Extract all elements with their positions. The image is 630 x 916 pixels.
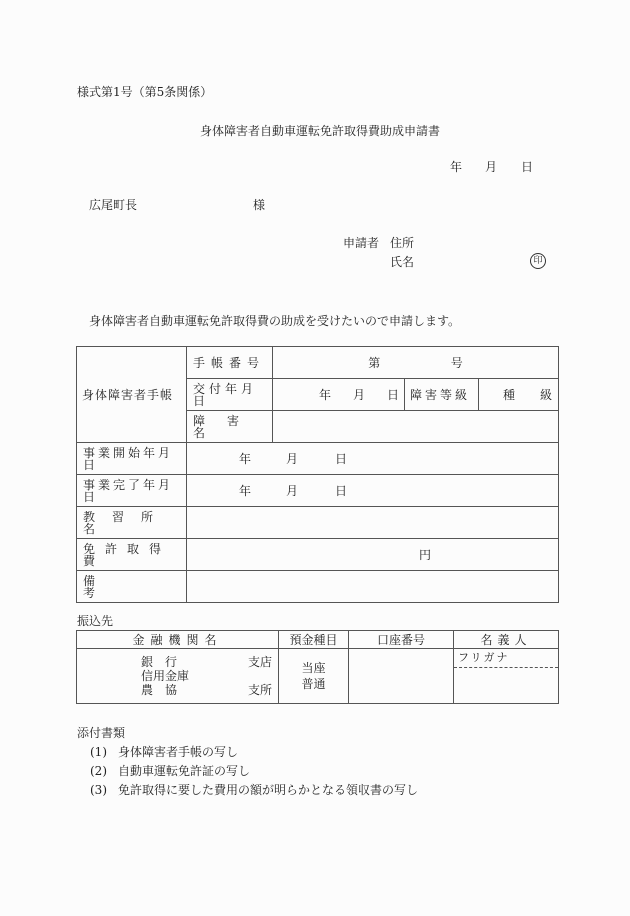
header-deposit-type: 預金種目 <box>279 631 349 649</box>
deposit-type-field[interactable] <box>279 649 349 704</box>
attachment-text: 身体障害者手帳の写し <box>118 745 239 759</box>
furigana-label: フリガナ <box>458 651 510 664</box>
attachments-heading: 添付書類 <box>77 726 126 740</box>
header-account-holder: 名義人 <box>454 631 559 649</box>
header-bank-name: 金融機関名 <box>77 631 279 649</box>
addressee-honorific: 様 <box>253 198 266 212</box>
yen-unit: 円 <box>419 547 432 562</box>
address-label: 住所 <box>390 236 415 250</box>
form-number: 様式第1号（第5条関係） <box>77 85 213 99</box>
remarks-label-cell: 備考 <box>77 571 187 603</box>
issue-date-label-cell: 交付年月日 <box>187 379 273 411</box>
attachment-num: (1) <box>90 745 107 759</box>
bank-option-bank: 銀 行 支店 <box>141 655 272 669</box>
handbook-number-prefix: 第 <box>368 355 381 370</box>
start-date-label-cell: 事業開始年月日 <box>77 443 187 475</box>
grade-label-cell: 障害等級 <box>405 379 479 411</box>
handbook-label: 身体障害者手帳 <box>82 387 174 402</box>
application-table <box>76 346 559 603</box>
end-date-label-cell: 事業完了年月日 <box>77 475 187 507</box>
disability-name-label-cell: 障害名 <box>187 411 273 443</box>
bank-name-field[interactable] <box>77 649 279 704</box>
disability-name-field[interactable] <box>273 411 559 443</box>
end-date-field[interactable]: 年 月 日 <box>187 475 559 507</box>
header-account-number: 口座番号 <box>349 631 454 649</box>
issue-date-field[interactable]: 年 月 日 <box>273 379 405 411</box>
transfer-table <box>76 630 559 704</box>
grade-field[interactable]: 種 級 <box>479 379 559 411</box>
form-title: 身体障害者自動車運転免許取得費助成申請書 <box>200 124 441 138</box>
handbook-number-label-cell: 手帳番号 <box>187 347 273 379</box>
bank-option-credit-union: 信用金庫 <box>141 669 190 683</box>
attachment-num: (3) <box>90 783 107 797</box>
attachment-text: 免許取得に要した費用の額が明らかとなる領収書の写し <box>118 783 419 797</box>
school-name-label-cell: 教習所名 <box>77 507 187 539</box>
start-date-field[interactable]: 年 月 日 <box>187 443 559 475</box>
attachment-text: 自動車運転免許証の写し <box>118 764 251 778</box>
applicant-label: 申請者 <box>343 236 380 250</box>
account-number-field[interactable] <box>349 649 454 704</box>
license-cost-field[interactable] <box>187 539 559 571</box>
name-label: 氏名 <box>390 255 415 269</box>
handbook-number-suffix: 号 <box>450 355 463 370</box>
addressee-name: 広尾町長 <box>89 198 138 212</box>
seal-icon: 印 <box>530 253 546 269</box>
school-name-field[interactable] <box>187 507 559 539</box>
transfer-heading: 振込先 <box>77 614 114 628</box>
furigana-divider <box>454 667 558 668</box>
date-day: 日 <box>521 160 534 174</box>
bank-option-agri-coop: 農 協 支所 <box>141 683 272 697</box>
handbook-label-cell <box>77 347 187 443</box>
date-year: 年 <box>450 160 463 174</box>
account-holder-field[interactable] <box>454 649 559 704</box>
statement: 身体障害者自動車運転免許取得費の助成を受けたいので申請します。 <box>89 314 461 328</box>
attachment-num: (2) <box>90 764 107 778</box>
handbook-number-field[interactable] <box>273 347 559 379</box>
remarks-field[interactable] <box>187 571 559 603</box>
date-month: 月 <box>485 160 498 174</box>
deposit-option-current: 当座 <box>301 661 326 675</box>
license-cost-label-cell: 免許取得費 <box>77 539 187 571</box>
deposit-option-ordinary: 普通 <box>301 677 326 691</box>
